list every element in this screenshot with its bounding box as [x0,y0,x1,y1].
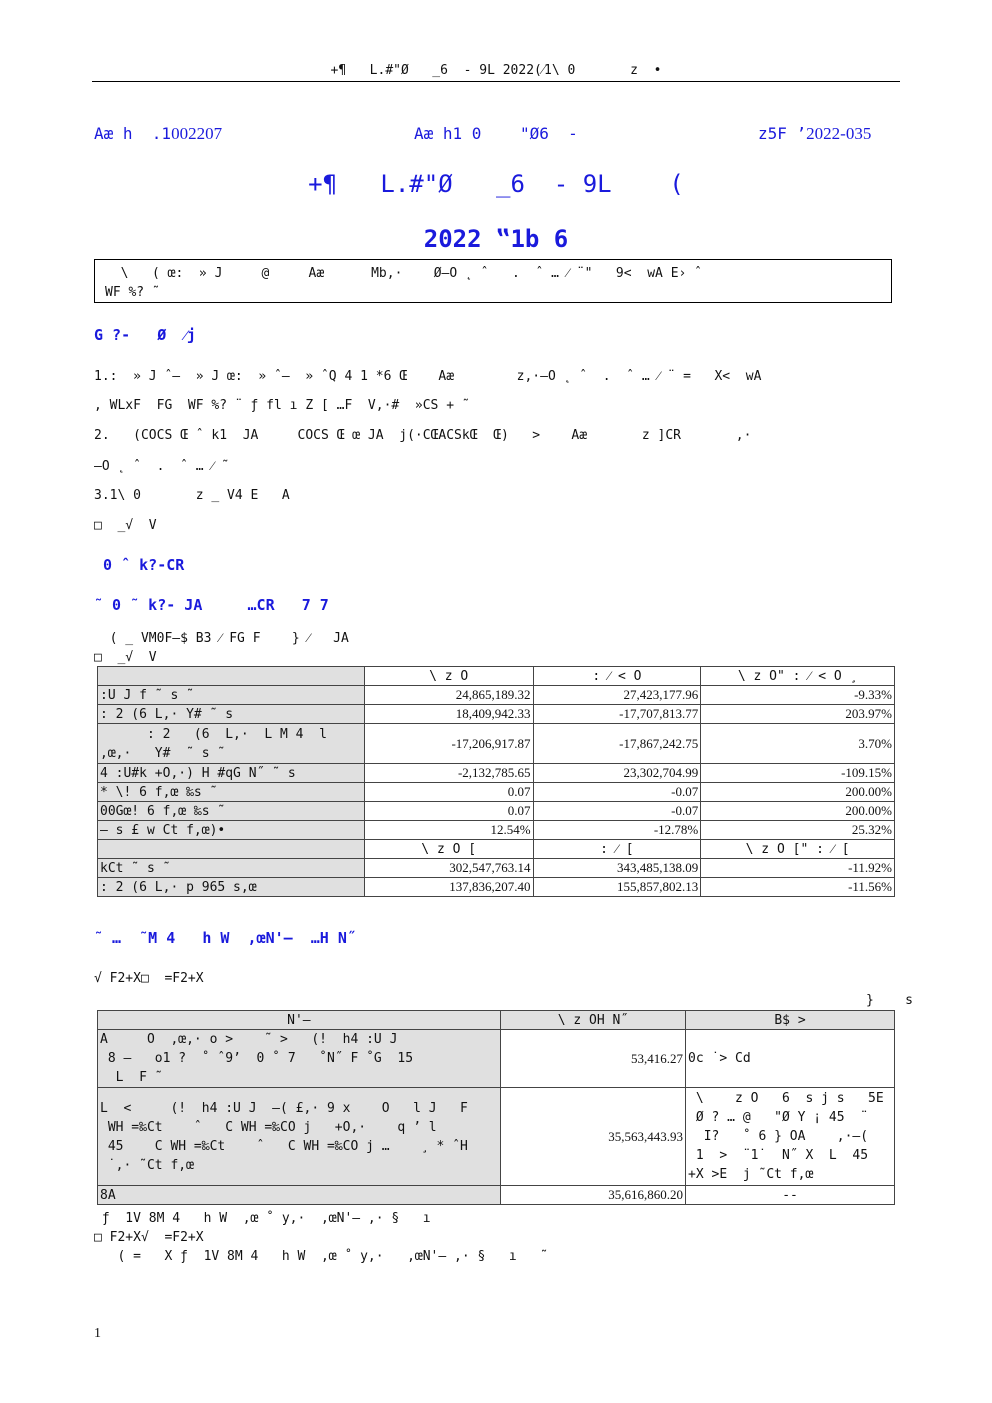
description-line: 8 – o1 ? ˚ ˆ9’ 0 ˚ 7 ˚N˝ F ˚G 15 [100,1051,414,1066]
row-label: : 2 (6 L,· Y# ˜ s [98,705,365,724]
remark-line: Ø ? … @ "Ø Y ¡ 45 ¨ [688,1110,869,1125]
stock-code [94,124,222,144]
row-description [98,1088,501,1186]
financial-table [97,666,895,897]
total-label: 8A [98,1186,501,1205]
table-header-cell [98,667,365,686]
current-value: 24,865,189.32 [364,686,533,705]
description-line: A O ,œ,· o > ˜ > (! h4 :U J [100,1032,398,1047]
header-divider [92,81,900,82]
notice-box [94,259,892,303]
change-value: 200.00% [701,802,895,821]
check-line-2: √ F2+X□ =F2+X [94,971,204,986]
row-description [98,1030,501,1088]
table-row [98,821,895,840]
table-header-cell: : ⁄ < O [533,667,701,686]
check-line: □ _√ V [94,650,157,665]
item-3-line-2: □ _√ V [94,518,157,533]
table-row [98,686,895,705]
table-header-cell: \ z O [ [364,840,533,859]
table-header-cell: B$ > [686,1011,895,1030]
table-header-row [98,1011,895,1030]
description-line: L F ˜ [100,1070,163,1085]
notice-number [758,124,871,144]
footer-note-2: □ F2+X√ =F2+X [94,1230,204,1245]
notice-line-2: WF %? ˜ [105,285,160,300]
stock-abbr-label: Aæ h1 0 [414,124,482,143]
footer-note-3: ( = X ƒ 1V 8M 4 h W ,œ ˚ y,· ,œN'– ,· § ı ˜ [94,1249,548,1264]
current-value: 137,836,207.40 [364,878,533,897]
notice-number-label: z5F ’ [758,124,807,143]
section-2-2-heading: ˜ … ˜M 4 h W ,œN'– …H N˝ [94,929,356,947]
current-value: -17,206,917.87 [364,724,533,764]
row-label: kCt ˜ s ˜ [98,859,365,878]
table-header-row [98,667,895,686]
current-value: 12.54% [364,821,533,840]
table-header-cell: \ z O [364,667,533,686]
prior-value: -17,707,813.77 [533,705,701,724]
total-row [98,1186,895,1205]
change-value: -9.33% [701,686,895,705]
current-value: 0.07 [364,783,533,802]
non-recurring-table [97,1010,895,1205]
stock-code-value: 002207 [171,124,223,143]
item-2-line-2: –O ˛ ˆ . ˆ … ⁄ ˜ [94,459,230,474]
unit-line: ( _ VM0F–$ B3 ⁄ FG F } ⁄ JA [94,631,349,646]
remark-line: I? ˚ 6 } OA ,·–( [688,1129,869,1144]
row-label: – s £ w Ct f,œ)• [98,821,365,840]
amount-value: 53,416.27 [500,1030,685,1088]
notice-line-1: \ ( œ: » J @ Aæ Mb,· Ø–O ˛ ˆ . ˆ … ⁄ ¨" 9< wA E› ˆ [105,266,702,281]
change-value: 3.70% [701,724,895,764]
section-2-1-heading: ˜ 0 ˜ k?- JA …CR 7 7 [94,596,329,614]
amount-value: 35,563,443.93 [500,1088,685,1186]
prior-value: 155,857,802.13 [533,878,701,897]
prior-value: 27,423,177.96 [533,686,701,705]
notice-number-value: 2022-035 [806,124,872,143]
current-value: -2,132,785.65 [364,764,533,783]
unit-right: } s [866,993,913,1008]
table-row [98,1088,895,1186]
row-label: 00Gœ! 6 f,œ ‰s ˜ [98,802,365,821]
change-value: 25.32% [701,821,895,840]
prior-value: -17,867,242.75 [533,724,701,764]
section-1-heading: G ?- Ø ⁄j [94,326,196,344]
current-value: 18,409,942.33 [364,705,533,724]
stock-abbr-value: "Ø6 - [519,124,578,143]
running-header: +¶ L.#"Ø _6 - 9L 2022(⁄1\ 0 z • [330,63,662,78]
prior-value: 343,485,138.09 [533,859,701,878]
table-subheader-row [98,840,895,859]
table-header-cell: N'– [98,1011,501,1030]
current-value: 0.07 [364,802,533,821]
row-label: : 2 (6 L,· p 965 s,œ [98,878,365,897]
remark [686,1088,895,1186]
document-subtitle: 2022 ‟1b 6 [423,225,569,253]
change-value: -11.92% [701,859,895,878]
document-title: +¶ L.#"Ø _6 - 9L ( [308,170,684,198]
stock-code-label: Aæ h .1 [94,124,172,143]
prior-value: -12.78% [533,821,701,840]
table-row [98,859,895,878]
stock-abbr [414,124,578,143]
table-row [98,724,895,764]
table-header-cell: \ z O" : ⁄ < O ¸ [701,667,895,686]
description-line: ˙,· ˜Ct f,œ [100,1157,194,1173]
item-1-line-2: , WLxF FG WF %? ¨ ƒ fl ı Z [ …F V,·# »CS + ˜ [94,398,470,413]
section-2-heading: 0 ˆ k?-CR [94,556,185,574]
page-number: 1 [94,1326,101,1341]
row-label: : 2 (6 L,· L M 4 l ,œ,· Y# ˜ s ˜ [98,724,365,764]
table-row [98,1030,895,1088]
description-line: L < (! h4 :U J –( £,· 9 x O l J F [100,1100,468,1116]
table-row [98,802,895,821]
table-header-cell: \ z O [" : ⁄ [ [701,840,895,859]
total-remark: -- [686,1186,895,1205]
change-value: 200.00% [701,783,895,802]
change-value: -109.15% [701,764,895,783]
item-2-line-1: 2. (COCS Œ ˆ k1 JA COCS Œ œ JA j(·CŒACSkŒ Œ) > Aæ z ]CR ,· [94,428,752,443]
table-header-cell: : ⁄ [ [533,840,701,859]
row-label: 4 :U#k +O,·) H #qG N˝ ˜ s [98,764,365,783]
prior-value: -0.07 [533,783,701,802]
table-header-cell: \ z OH N˝ [500,1011,685,1030]
prior-value: 23,302,704.99 [533,764,701,783]
remark-line: 1 > ¨1˙ N˝ X L 45 [688,1148,869,1163]
remark-line: +X >E j ˜Ct f,œ [688,1167,814,1182]
table-row [98,764,895,783]
footer-note-1: ƒ 1V 8M 4 h W ,œ ˚ y,· ,œN'– ,· § ı [94,1211,431,1226]
current-value: 302,547,763.14 [364,859,533,878]
description-line: WH =‰Ct ˆ C WH =‰CO j +O,· q ’ l [100,1119,437,1135]
table-row [98,705,895,724]
item-1-line-1: 1.: » J ˆ– » J œ: » ˆ– » ˆQ 4 1 *6 Œ Aæ z,·–O ˛ ˆ . ˆ … ⁄ ¨ = X< wA [94,369,762,384]
change-value: -11.56% [701,878,895,897]
item-3-line-1: 3.1\ 0 z _ V4 E A [94,488,290,503]
change-value: 203.97% [701,705,895,724]
table-row [98,783,895,802]
row-label: * \! 6 f,œ ‰s ˜ [98,783,365,802]
table-row [98,878,895,897]
description-line: 45 C WH =‰Ct ˆ C WH =‰CO j … ¸ * ˆH [100,1138,468,1154]
prior-value: -0.07 [533,802,701,821]
table-header-cell [98,840,365,859]
remark-line: \ z O 6 s j s 5E [688,1091,884,1106]
row-label: :U J f ˜ s ˜ [98,686,365,705]
remark: 0c ˙> Cd [686,1030,895,1088]
total-value: 35,616,860.20 [500,1186,685,1205]
